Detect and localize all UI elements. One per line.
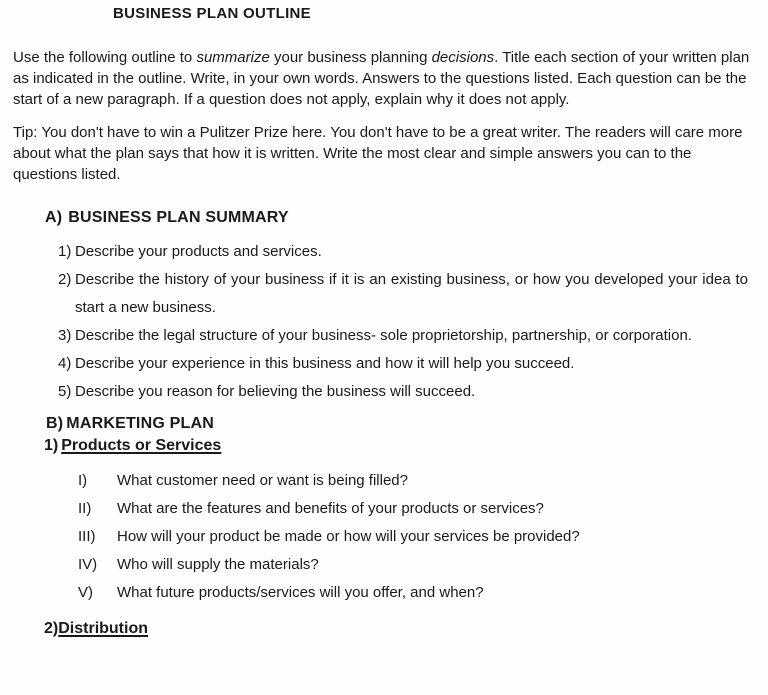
list-marker: 1) bbox=[58, 243, 72, 260]
list-item bbox=[78, 523, 738, 551]
list-marker: 5) bbox=[58, 383, 72, 400]
list-text: Describe your products and services. bbox=[75, 243, 322, 260]
list-text: What are the features and benefits of your products or services? bbox=[117, 500, 544, 517]
list-item bbox=[78, 495, 738, 523]
subsection-title: Distribution bbox=[58, 620, 148, 637]
list-item bbox=[78, 551, 738, 579]
subsection-products-heading bbox=[44, 435, 768, 457]
list-text: Describe the history of your business if it is an existing business, or how you developed your idea to start a new business. bbox=[75, 271, 748, 316]
intro-italic-decisions: decisions bbox=[431, 49, 495, 66]
section-b-marker: B) bbox=[46, 415, 64, 432]
list-item bbox=[58, 378, 748, 406]
tip-paragraph: Tip: You don't have to win a Pulitzer Prize here. You don't have to be a great writer. The readers will care more about what the plan says that how it is written. Write the most clear and simple answers you can to the questions listed. bbox=[13, 124, 743, 183]
intro-italic-summarize: summarize bbox=[196, 49, 270, 66]
list-text: How will your product be made or how will your services be provided? bbox=[117, 528, 580, 545]
intro-text-segment: your business planning bbox=[269, 49, 432, 66]
list-text: Describe you reason for believing the business will succeed. bbox=[75, 383, 476, 400]
list-marker: III) bbox=[78, 528, 96, 545]
list-item bbox=[78, 579, 738, 607]
list-text: Describe the legal structure of your business- sole proprietorship, partnership, or corporation. bbox=[75, 327, 692, 344]
section-a-list bbox=[58, 238, 748, 406]
list-marker: II) bbox=[78, 500, 92, 517]
list-marker: 2) bbox=[58, 271, 72, 288]
list-marker: V) bbox=[78, 584, 93, 601]
list-text: Who will supply the materials? bbox=[117, 556, 319, 573]
section-a-heading bbox=[45, 207, 768, 229]
section-b-title: MARKETING PLAN bbox=[66, 415, 214, 432]
subsection-marker: 2) bbox=[44, 620, 59, 637]
subsection-marker: 1) bbox=[44, 437, 59, 454]
list-text: Describe your experience in this business and how it will help you succeed. bbox=[75, 355, 575, 372]
subsection-title: Products or Services bbox=[61, 437, 222, 454]
list-item bbox=[78, 467, 738, 495]
list-marker: I) bbox=[78, 472, 88, 489]
list-item bbox=[58, 350, 748, 378]
subsection-distribution-heading bbox=[44, 618, 768, 640]
section-a-marker: A) bbox=[45, 209, 63, 226]
list-item bbox=[58, 266, 748, 322]
list-item bbox=[58, 322, 748, 350]
intro-text-segment: Use the following outline to bbox=[13, 49, 197, 66]
intro-text-segment: . Title each section of your written plan as indicated in the outline. Write, in your own words. Answers to the questions listed. Each question can be the start of a new paragraph. If a question does not apply, explain why it does not apply. bbox=[13, 49, 750, 108]
list-marker: IV) bbox=[78, 556, 98, 573]
list-text: What future products/services will you offer, and when? bbox=[117, 584, 484, 601]
intro-paragraph bbox=[13, 47, 755, 110]
list-marker: 4) bbox=[58, 355, 72, 372]
products-questions-list bbox=[78, 467, 738, 607]
document-title: BUSINESS PLAN OUTLINE bbox=[113, 5, 311, 22]
list-item bbox=[58, 238, 748, 266]
list-marker: 3) bbox=[58, 327, 72, 344]
list-text: What customer need or want is being filled? bbox=[117, 472, 408, 489]
section-a-title: BUSINESS PLAN SUMMARY bbox=[68, 209, 289, 226]
section-b-heading bbox=[46, 413, 768, 435]
